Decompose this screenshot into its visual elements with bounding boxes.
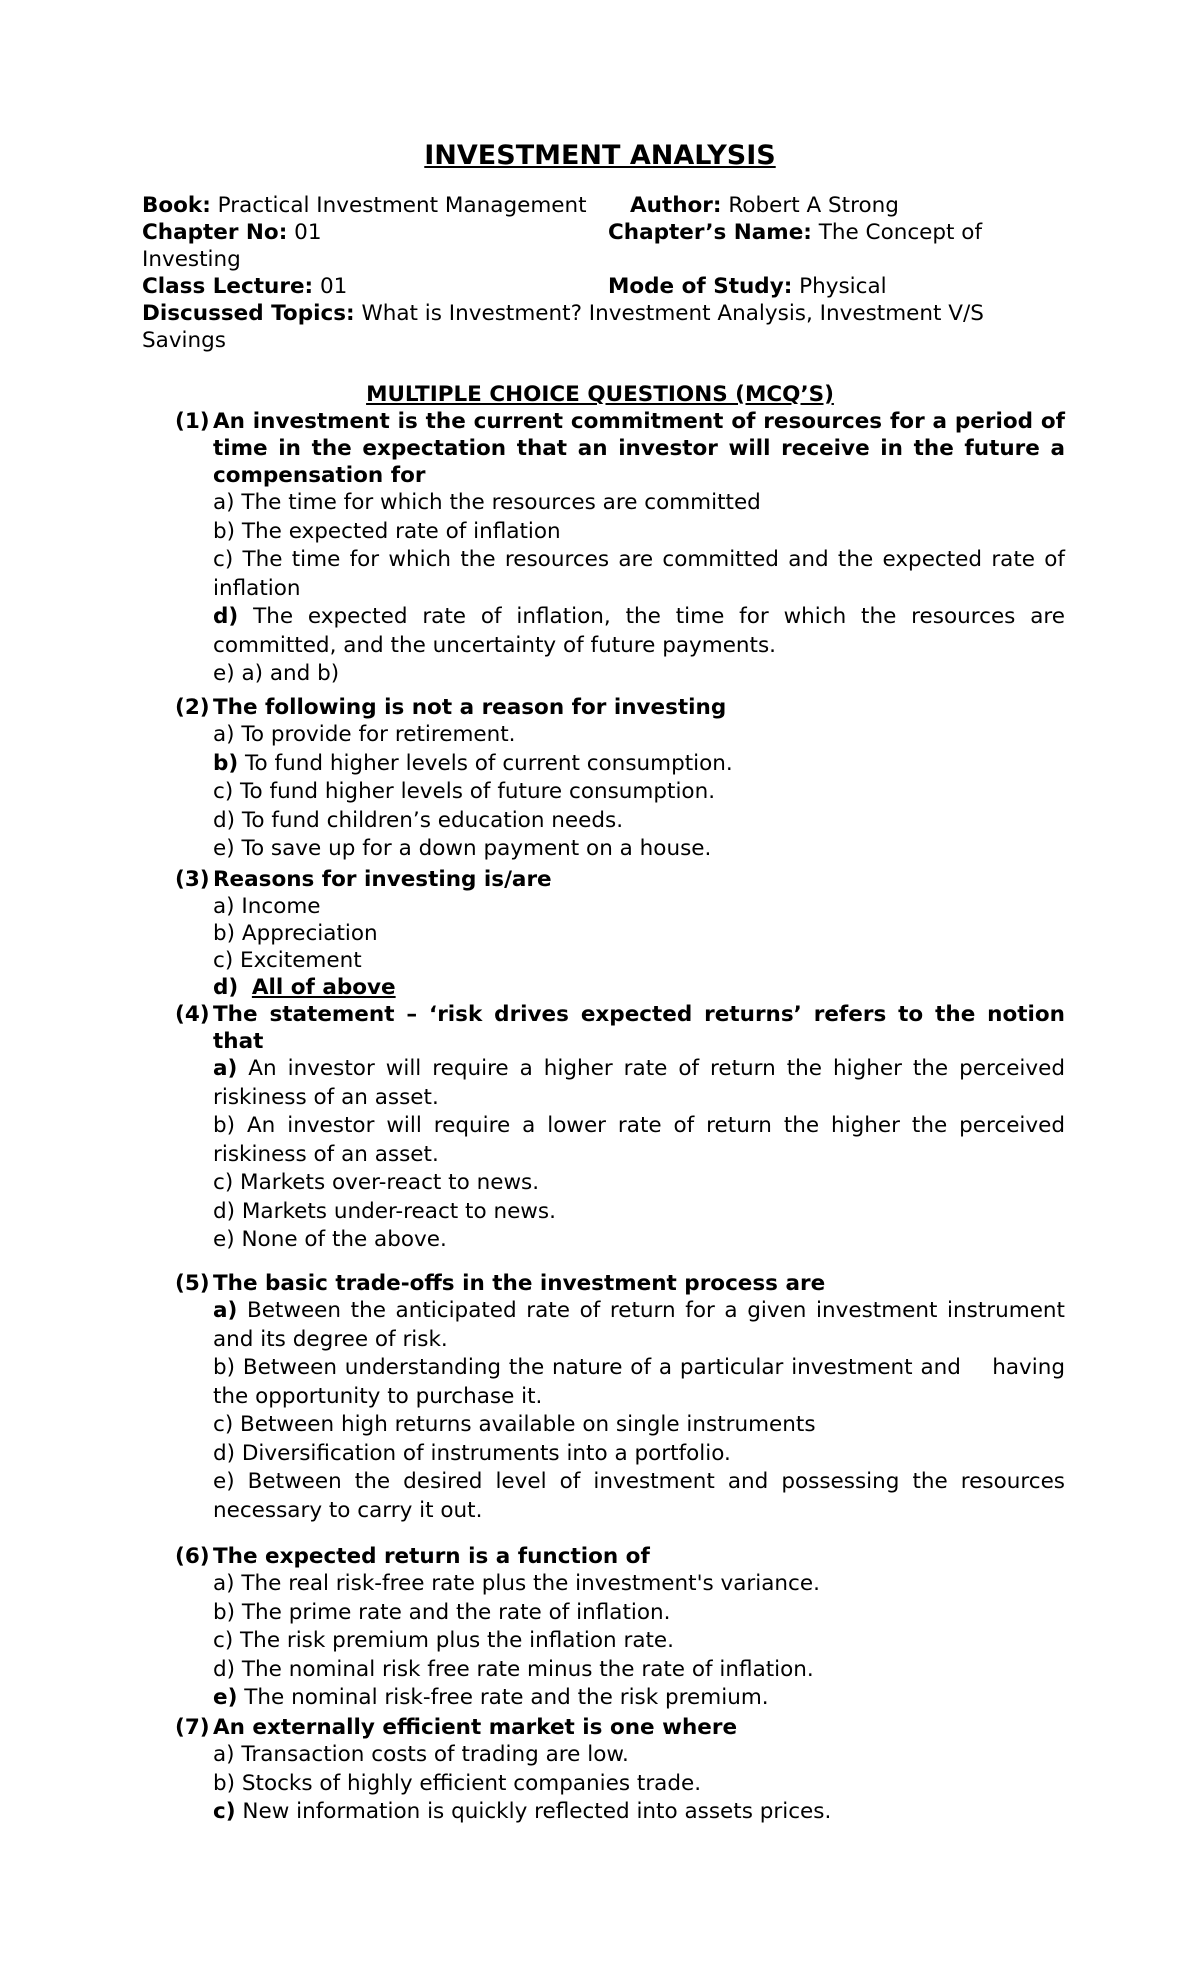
option-c: c) To fund higher levels of future consumption. [213, 779, 716, 804]
question-number: (6) [175, 1544, 210, 1569]
question-number: (4) [175, 1002, 210, 1027]
option-b: b) The expected rate of inflation [213, 518, 561, 544]
option-b: b) Appreciation [213, 921, 378, 946]
question-number: (3) [175, 867, 210, 892]
option-a: a) Income [213, 894, 321, 919]
chapter-name-label: Chapter’s Name: [608, 220, 812, 245]
option-a: a) Transaction costs of trading are low. [213, 1742, 629, 1767]
question-1 [175, 408, 1065, 689]
meta-row-chapter [142, 219, 1062, 246]
lecture-meta [142, 192, 1062, 354]
book-label: Book: [142, 193, 211, 218]
option-e: e) a) and b) [213, 661, 340, 686]
meta-row-book [142, 192, 1062, 219]
option-a: a) Between the anticipated rate of return for a given investment instrument and its degree of risk. [213, 1298, 1065, 1352]
author-label: Author: [630, 193, 722, 218]
option-a: a) An investor will require a higher rate of return the higher the perceived riskiness of an asset. [213, 1056, 1065, 1110]
document-title: INVESTMENT ANALYSIS [424, 140, 776, 171]
option-d: d) All of above [213, 975, 396, 1000]
option-c: c) Excitement [213, 948, 362, 973]
question-7 [175, 1714, 1065, 1827]
option-b: b) An investor will require a lower rate of return the higher the perceived riskiness of an asset. [213, 1113, 1065, 1167]
option-c: c) The risk premium plus the inflation rate. [213, 1628, 674, 1653]
chapter-no-label: Chapter No: [142, 220, 288, 245]
option-c: c) The time for which the resources are committed and the expected rate of inflation [213, 547, 1065, 601]
question-text: Reasons for investing is/are [213, 867, 552, 892]
question-text: The following is not a reason for investing [213, 695, 727, 720]
chapter-no-value: 01 [294, 220, 322, 245]
option-c: c) Markets over-react to news. [213, 1170, 540, 1195]
option-a: a) To provide for retirement. [213, 722, 516, 747]
question-number: (1) [175, 409, 210, 434]
question-number: (2) [175, 695, 210, 720]
class-value: 01 [319, 274, 348, 299]
author-value: Robert A Strong [728, 193, 899, 218]
meta-row-class [142, 273, 1062, 300]
question-number: (5) [175, 1271, 210, 1296]
option-e: e) The nominal risk-free rate and the risk premium. [213, 1685, 769, 1710]
question-4 [175, 1001, 1065, 1255]
question-number: (7) [175, 1715, 210, 1740]
question-text: An externally efficient market is one where [213, 1715, 738, 1740]
option-a: a) The real risk-free rate plus the investment's variance. [213, 1571, 820, 1596]
book-value: Practical Investment Management [217, 193, 587, 218]
question-6 [175, 1543, 1065, 1713]
option-b: b) Between understanding the nature of a particular investment and having the opportunity to purchase it. [213, 1355, 1072, 1409]
question-text: The expected return is a function of [213, 1544, 650, 1569]
class-label: Class Lecture: [142, 274, 314, 299]
option-d: d) Markets under-react to news. [213, 1198, 556, 1224]
option-e: e) To save up for a down payment on a house. [213, 836, 712, 861]
option-a: a) The time for which the resources are committed [213, 490, 761, 515]
question-text: An investment is the current commitment of resources for a period of time in the expectation that an investor will receive in the future a compensation for [213, 409, 1065, 488]
option-d: d) The nominal risk free rate minus the rate of inflation. [213, 1656, 814, 1682]
chapter-name-value: The Concept of [818, 220, 983, 245]
option-b: b) Stocks of highly efficient companies trade. [213, 1770, 702, 1796]
mode-value: Physical [799, 274, 887, 299]
option-c: c) Between high returns available on single instruments [213, 1412, 816, 1437]
topics-label: Discussed Topics: [142, 301, 355, 326]
option-d: d) To fund children’s education needs. [213, 807, 624, 833]
meta-row-chapter-cont [142, 246, 1062, 273]
option-b: b) To fund higher levels of current consumption. [213, 750, 733, 776]
question-5 [175, 1270, 1072, 1525]
mcq-heading: MULTIPLE CHOICE QUESTIONS (MCQ’S) [366, 382, 834, 407]
option-e: e) Between the desired level of investment and possessing the resources necessary to carry it out. [213, 1469, 1065, 1523]
mode-label: Mode of Study: [608, 274, 793, 299]
question-2 [175, 694, 1065, 864]
option-b: b) The prime rate and the rate of inflation. [213, 1599, 671, 1625]
chapter-name-continuation: Investing [142, 247, 241, 272]
question-3 [175, 866, 1065, 1001]
option-d: d) The expected rate of inflation, the time for which the resources are committed, and the uncertainty of future payments. [213, 604, 1065, 658]
meta-row-topics [142, 300, 1062, 354]
topics-value: What is Investment? Investment Analysis, Investment V/S Savings [142, 301, 984, 353]
option-e: e) None of the above. [213, 1227, 447, 1252]
option-d: d) Diversification of instruments into a portfolio. [213, 1440, 731, 1466]
question-text: The basic trade-offs in the investment process are [213, 1271, 826, 1296]
option-c: c) New information is quickly reflected into assets prices. [213, 1799, 832, 1824]
question-text: The statement – ‘risk drives expected returns’ refers to the notion that [213, 1002, 1065, 1054]
